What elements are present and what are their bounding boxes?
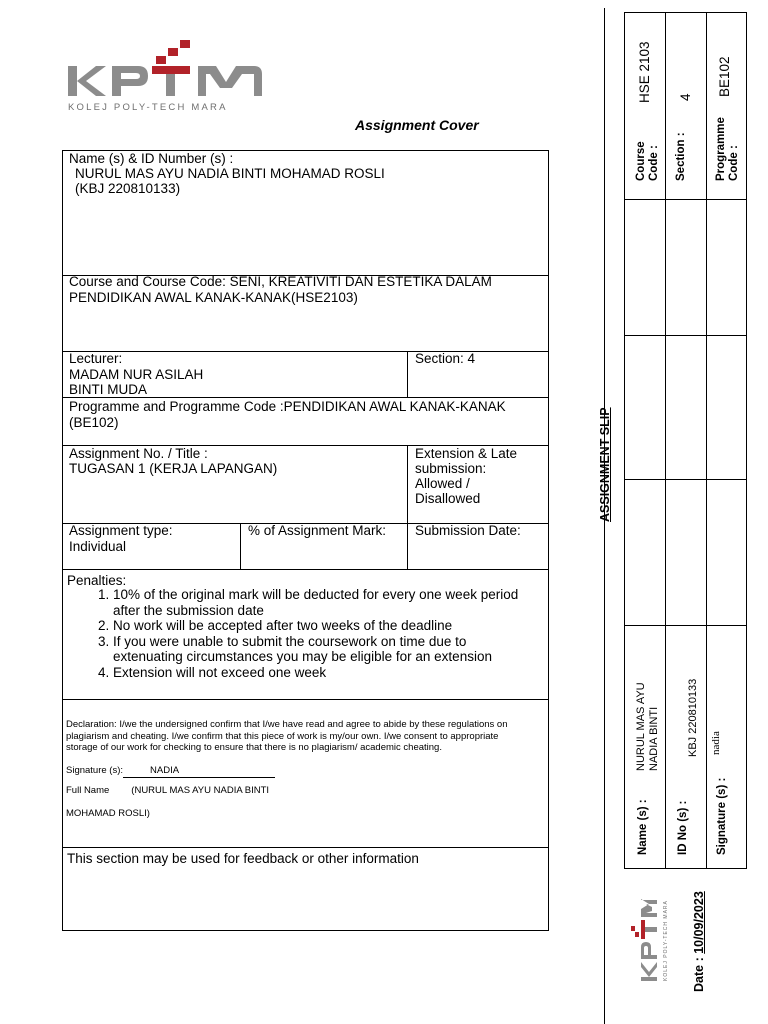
programme-code: (BE102) xyxy=(69,415,119,430)
slip-id-value: KBJ 220810133 xyxy=(687,678,699,757)
assignment-mark-label: % of Assignment Mark: xyxy=(248,523,387,538)
penalty-item: 2. No work will be accepted after two weeks of the deadline xyxy=(113,618,518,634)
fullname-row xyxy=(66,785,269,797)
assignment-type-label: Assignment type: xyxy=(69,523,173,538)
slip-divider xyxy=(665,13,666,868)
programme-label: Programme and Programme Code :PENDIDIKAN AWAL KANAK-KANAK xyxy=(69,399,506,414)
assignment-cover-title: Assignment Cover xyxy=(355,117,479,133)
slip-date xyxy=(692,891,706,992)
penalty-item: 3. If you were unable to submit the coursework on time due to extenuating circumstances you may be eligible for an extension xyxy=(113,634,518,665)
kptm-logo-small xyxy=(627,898,675,983)
fullname-value-line2: MOHAMAD ROSLI) xyxy=(66,808,150,819)
slip-name-label: Name (s) : xyxy=(637,799,649,855)
form-divider xyxy=(240,523,241,569)
slip-programme-label: Programme Code : xyxy=(715,117,740,181)
kptm-logo-subtitle: KOLEJ POLY-TECH MARA xyxy=(68,102,228,113)
form-divider xyxy=(63,351,548,352)
lecturer-label: Lecturer: xyxy=(69,351,123,366)
signature-value: NADIA xyxy=(123,765,275,778)
fullname-value: (NURUL MAS AYU NADIA BINTI xyxy=(131,785,270,796)
lecturer-name: MADAM NUR ASILAH xyxy=(69,367,204,382)
extension-disallowed: Disallowed xyxy=(415,491,481,506)
kptm-logo-mark xyxy=(66,38,278,116)
slip-date-label: Date : xyxy=(692,957,706,992)
slip-date-value: 10/09/2023 xyxy=(692,891,706,954)
slip-name-value: NURUL MAS AYU NADIA BINTI xyxy=(635,682,660,771)
slip-course-code-label: Course Code : xyxy=(635,141,660,181)
declaration-text: Declaration: I/we the undersigned confirm that I/we have read and agree to abide by these regulations on plagiarism and cheating. I/we confirm that this piece of work is my/our own. I/we consent to appropriate storage of our work for checking to ensure that there is no plagiarism/ academic cheating. xyxy=(66,719,508,753)
name-id-label: Name (s) & ID Number (s) : xyxy=(69,151,234,166)
slip-divider xyxy=(706,13,707,868)
slip-programme-value: BE102 xyxy=(717,56,732,97)
slip-divider xyxy=(625,479,746,480)
slip-signature-value: nadia xyxy=(710,731,722,755)
assignment-title: TUGASAN 1 (KERJA LAPANGAN) xyxy=(69,461,278,476)
slip-course-code-value: HSE 2103 xyxy=(637,41,652,103)
assignment-slip xyxy=(624,12,747,869)
extension-allowed: Allowed / xyxy=(415,476,470,491)
form-divider xyxy=(63,699,548,700)
slip-id-label: ID No (s) : xyxy=(677,800,689,855)
form-divider xyxy=(63,569,548,570)
form-divider xyxy=(407,351,408,397)
slip-divider xyxy=(625,199,746,200)
signature-row xyxy=(66,765,275,778)
student-name: NURUL MAS AYU NADIA BINTI MOHAMAD ROSLI xyxy=(75,166,385,181)
penalty-item: 4. Extension will not exceed one week xyxy=(113,665,518,681)
extension-label-line2: submission: xyxy=(415,461,487,476)
slip-divider xyxy=(625,625,746,626)
form-divider xyxy=(407,445,408,569)
slip-signature-label: Signature (s) : xyxy=(716,777,728,855)
kptm-logo-small-mark xyxy=(627,898,675,983)
assignment-type-value: Individual xyxy=(69,539,127,554)
kptm-logo-small-subtitle: KOLEJ POLY-TECH MARA xyxy=(663,900,669,981)
submission-date-label: Submission Date: xyxy=(415,523,521,538)
penalties-label: Penalties: xyxy=(67,573,127,588)
extension-label: Extension & Late xyxy=(415,446,518,461)
lecturer-name-line2: BINTI MUDA xyxy=(69,382,148,397)
form-divider xyxy=(63,847,548,848)
course-label: Course and Course Code: SENI, KREATIVITI DAN ESTETIKA DALAM xyxy=(69,274,492,289)
penalties-list xyxy=(77,587,518,680)
signature-label: Signature (s): xyxy=(66,765,124,776)
fullname-label: Full Name xyxy=(66,785,110,796)
assignment-cover-form xyxy=(62,150,549,931)
feedback-text: This section may be used for feedback or other information xyxy=(67,851,419,866)
slip-section-label: Section : xyxy=(675,132,687,181)
assignment-label: Assignment No. / Title : xyxy=(69,446,208,461)
assignment-slip-title: ASSIGNMENT SLIP xyxy=(598,407,612,522)
course-name: PENDIDIKAN AWAL KANAK-KANAK(HSE2103) xyxy=(69,290,358,305)
kptm-logo xyxy=(66,38,278,116)
section-field: Section: 4 xyxy=(415,351,476,366)
student-id: (KBJ 220810133) xyxy=(75,181,181,196)
slip-divider xyxy=(625,335,746,336)
slip-section-value: 4 xyxy=(678,93,693,101)
penalty-item: 1. 10% of the original mark will be deducted for every one week period after the submission date xyxy=(113,587,518,618)
